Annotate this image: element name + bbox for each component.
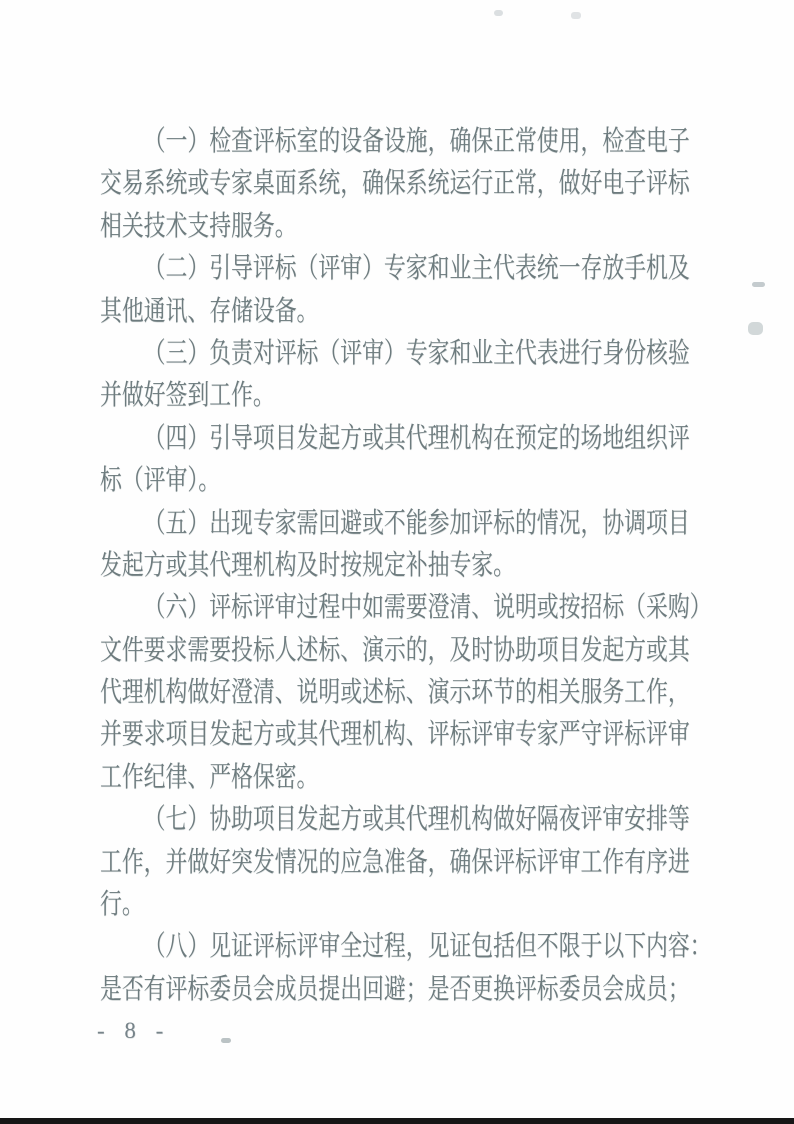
scan-edge-artifact bbox=[0, 1118, 794, 1124]
paragraph-2 bbox=[100, 248, 724, 333]
text-line: 行。 bbox=[100, 889, 144, 921]
paragraph-7 bbox=[100, 799, 724, 926]
text-line: 并要求项目发起方或其代理机构、评标评审专家严守评标评审 bbox=[100, 719, 690, 751]
text-line: （二）引导评标（评审）专家和业主代表统一存放手机及 bbox=[143, 253, 690, 285]
paragraph-4 bbox=[100, 418, 724, 503]
text-line: （四）引导项目发起方或其代理机构在预定的场地组织评 bbox=[143, 422, 690, 454]
text-line: （六）评标评审过程中如需要澄清、说明或按招标（采购） bbox=[143, 592, 712, 624]
page-number: - 8 - bbox=[97, 1018, 170, 1043]
scan-speck bbox=[752, 282, 765, 287]
scan-speck bbox=[748, 322, 763, 335]
paragraph-8 bbox=[100, 926, 724, 1011]
text-line: 相关技术支持服务。 bbox=[100, 210, 297, 242]
scan-speck bbox=[221, 1038, 231, 1043]
paragraph-1 bbox=[100, 121, 724, 248]
text-line: （三）负责对评标（评审）专家和业主代表进行身份核验 bbox=[143, 337, 690, 369]
paragraph-6 bbox=[100, 587, 724, 799]
text-line: （七）协助项目发起方或其代理机构做好隔夜评审安排等 bbox=[143, 804, 690, 836]
text-line: （八）见证评标评审全过程，见证包括但不限于以下内容： bbox=[143, 931, 712, 963]
text-line: 其他通讯、存储设备。 bbox=[100, 295, 319, 327]
text-line: 是否有评标委员会成员提出回避；是否更换评标委员会成员； bbox=[100, 973, 690, 1005]
scan-speck bbox=[494, 10, 503, 16]
document-body bbox=[100, 121, 724, 1011]
text-line: （五）出现专家需回避或不能参加评标的情况，协调项目 bbox=[143, 507, 690, 539]
paragraph-5 bbox=[100, 503, 724, 588]
text-line: 标（评审）。 bbox=[100, 465, 221, 497]
text-line: 并做好签到工作。 bbox=[100, 380, 275, 412]
text-line: 工作纪律、严格保密。 bbox=[100, 761, 319, 793]
text-line: （一）检查评标室的设备设施，确保正常使用，检查电子 bbox=[143, 126, 690, 157]
text-line: 发起方或其代理机构及时按规定补抽专家。 bbox=[100, 549, 515, 581]
text-line: 代理机构做好澄清、说明或述标、演示环节的相关服务工作， bbox=[100, 677, 690, 709]
paragraph-3 bbox=[100, 333, 724, 418]
text-line: 文件要求需要投标人述标、演示的，及时协助项目发起方或其 bbox=[100, 634, 690, 666]
text-line: 工作，并做好突发情况的应急准备，确保评标评审工作有序进 bbox=[100, 846, 690, 878]
scan-speck bbox=[571, 12, 581, 19]
text-line: 交易系统或专家桌面系统，确保系统运行正常，做好电子评标 bbox=[100, 168, 690, 200]
